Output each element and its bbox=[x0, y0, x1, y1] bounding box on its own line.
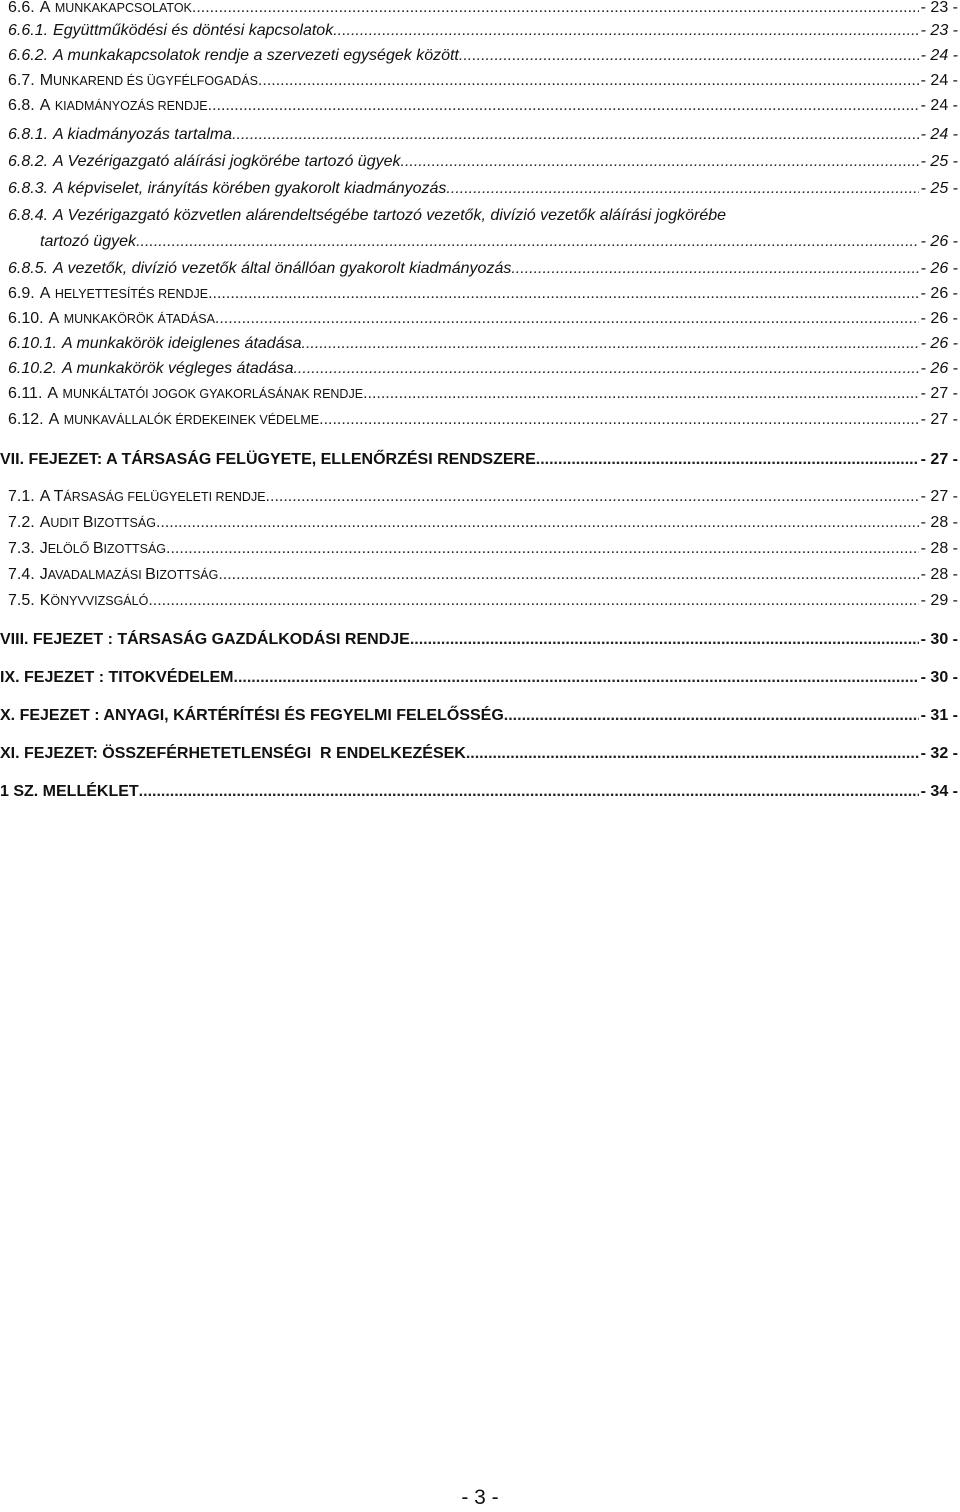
toc-entry[interactable] bbox=[8, 591, 958, 611]
toc-entry[interactable] bbox=[8, 46, 958, 66]
entry-title: A MUNKAKAPCSOLATOK bbox=[39, 0, 192, 16]
entry-title: A munkakörök ideiglenes átadása bbox=[61, 335, 302, 352]
chapter-title: VIII. FEJEZET : TÁRSASÁG GAZDÁLKODÁSI RENDJE bbox=[0, 631, 410, 648]
entry-title: JELÖLŐ BIZOTTSÁG bbox=[39, 540, 167, 557]
toc-entry-continuation[interactable] bbox=[40, 232, 958, 252]
entry-number: 7.1. bbox=[8, 488, 35, 505]
entry-title: AUDIT BIZOTTSÁG bbox=[39, 514, 156, 531]
entry-page: - 30 - bbox=[920, 669, 958, 686]
dot-leader bbox=[459, 46, 919, 66]
toc-entry[interactable] bbox=[8, 0, 958, 18]
entry-title: A Vezérigazgató aláírási jogkörébe tartozó ügyek bbox=[53, 153, 401, 170]
entry-number: 7.3. bbox=[8, 540, 35, 557]
entry-page: - 26 - bbox=[920, 360, 958, 377]
toc-entry[interactable] bbox=[8, 487, 958, 507]
entry-number: 7.2. bbox=[8, 514, 35, 531]
dot-leader bbox=[192, 0, 919, 18]
entry-title: A munkakapcsolatok rendje a szervezeti egységek között bbox=[53, 47, 459, 64]
entry-page: - 30 - bbox=[920, 631, 958, 648]
entry-page: - 28 - bbox=[920, 514, 958, 531]
dot-leader bbox=[446, 179, 918, 199]
entry-page: - 28 - bbox=[920, 540, 958, 557]
dot-leader bbox=[148, 591, 918, 611]
dot-leader bbox=[136, 232, 919, 252]
dot-leader bbox=[258, 71, 919, 91]
entry-number: 6.8.4. bbox=[8, 207, 49, 224]
entry-number: 6.6.1. bbox=[8, 22, 49, 39]
entry-number: 7.4. bbox=[8, 566, 35, 583]
dot-leader bbox=[139, 782, 919, 802]
entry-number: 6.8.3. bbox=[8, 180, 49, 197]
entry-page: - 31 - bbox=[920, 707, 958, 724]
toc-chapter-entry[interactable] bbox=[0, 630, 958, 650]
chapter-title: VII. FEJEZET: A TÁRSASÁG FELÜGYETE, ELLENŐRZÉSI RENDSZERE bbox=[0, 451, 536, 468]
dot-leader bbox=[466, 744, 919, 764]
entry-number: 6.11. bbox=[8, 385, 43, 402]
entry-number: 6.6. bbox=[8, 0, 35, 16]
entry-number: 6.9. bbox=[8, 285, 35, 302]
dot-leader bbox=[218, 565, 918, 585]
dot-leader bbox=[504, 706, 919, 726]
entry-number: 6.12. bbox=[8, 411, 44, 428]
chapter-title: IX. FEJEZET : TITOKVÉDELEM bbox=[0, 669, 234, 686]
dot-leader bbox=[536, 450, 919, 470]
entry-number: 6.8.1. bbox=[8, 126, 49, 143]
dot-leader bbox=[333, 21, 918, 41]
toc-entry[interactable] bbox=[8, 125, 958, 145]
toc-entry[interactable] bbox=[8, 96, 958, 116]
dot-leader bbox=[293, 359, 918, 379]
entry-page: - 28 - bbox=[920, 566, 958, 583]
entry-page: - 26 - bbox=[920, 233, 958, 250]
toc-entry[interactable] bbox=[8, 21, 958, 41]
dot-leader bbox=[208, 96, 919, 116]
dot-leader bbox=[215, 309, 919, 329]
entry-title: A MUNKAVÁLLALÓK ÉRDEKEINEK VÉDELME bbox=[48, 411, 320, 428]
toc-entry[interactable] bbox=[8, 513, 958, 533]
toc-entry[interactable] bbox=[8, 284, 958, 304]
entry-page: - 24 - bbox=[920, 72, 958, 89]
entry-title: A MUNKAKÖRÖK ÁTADÁSA bbox=[48, 310, 215, 327]
toc-entry[interactable] bbox=[8, 309, 958, 329]
entry-page: - 26 - bbox=[920, 260, 958, 277]
toc-entry[interactable] bbox=[8, 259, 958, 279]
entry-title: A KIADMÁNYOZÁS RENDJE bbox=[39, 97, 208, 114]
entry-number: 7.5. bbox=[8, 592, 35, 609]
dot-leader bbox=[511, 259, 918, 279]
toc-chapter-entry[interactable] bbox=[0, 450, 958, 470]
entry-page: - 24 - bbox=[920, 47, 958, 64]
toc-entry[interactable] bbox=[8, 565, 958, 585]
entry-title: A TÁRSASÁG FELÜGYELETI RENDJE bbox=[39, 488, 266, 505]
entry-page: - 26 - bbox=[920, 310, 958, 327]
toc-chapter-entry[interactable] bbox=[0, 744, 958, 764]
entry-number: 6.10. bbox=[8, 310, 44, 327]
dot-leader bbox=[401, 152, 919, 172]
entry-page: - 32 - bbox=[920, 745, 958, 762]
entry-number: 6.10.1. bbox=[8, 335, 57, 352]
entry-title-line2: tartozó ügyek bbox=[40, 233, 137, 250]
toc-entry[interactable] bbox=[8, 539, 958, 559]
entry-page: - 27 - bbox=[920, 411, 958, 428]
page-number: - 3 - bbox=[461, 1486, 499, 1509]
dot-leader bbox=[208, 284, 919, 304]
dot-leader bbox=[156, 513, 919, 533]
entry-page: - 25 - bbox=[920, 180, 958, 197]
toc-entry[interactable] bbox=[8, 359, 958, 379]
entry-title: KÖNYVVIZSGÁLÓ bbox=[39, 592, 149, 609]
dot-leader bbox=[410, 630, 919, 650]
toc-entry[interactable] bbox=[8, 152, 958, 172]
entry-title: A MUNKÁLTATÓI JOGOK GYAKORLÁSÁNAK RENDJE bbox=[47, 385, 364, 402]
entry-number: 6.8.5. bbox=[8, 260, 49, 277]
entry-title: A vezetők, divízió vezetők által önállóan gyakorolt kiadmányozás bbox=[53, 260, 512, 277]
dot-leader bbox=[234, 668, 919, 688]
toc-entry[interactable] bbox=[8, 71, 958, 91]
entry-page: - 34 - bbox=[920, 783, 958, 800]
entry-page: - 24 - bbox=[920, 97, 958, 114]
entry-page: - 29 - bbox=[920, 592, 958, 609]
entry-page: - 23 - bbox=[920, 22, 958, 39]
dot-leader bbox=[166, 539, 919, 559]
toc-chapter-entry[interactable] bbox=[0, 706, 958, 726]
entry-title: JAVADALMAZÁSI BIZOTTSÁG bbox=[39, 566, 219, 583]
entry-title: MUNKAREND ÉS ÜGYFÉLFOGADÁS bbox=[39, 72, 258, 89]
appendix-title: 1 SZ. MELLÉKLET bbox=[0, 783, 139, 800]
toc-entry[interactable] bbox=[8, 334, 958, 354]
entry-title: A munkakörök végleges átadása bbox=[61, 360, 294, 377]
toc-chapter-entry[interactable] bbox=[0, 782, 958, 802]
entry-page: - 23 - bbox=[920, 0, 958, 16]
toc-entry[interactable] bbox=[8, 206, 958, 226]
entry-page: - 27 - bbox=[920, 451, 958, 468]
entry-page: - 26 - bbox=[920, 285, 958, 302]
dot-leader bbox=[266, 487, 919, 507]
toc-entry[interactable] bbox=[8, 179, 958, 199]
entry-page: - 27 - bbox=[920, 488, 958, 505]
entry-page: - 26 - bbox=[920, 335, 958, 352]
chapter-title: X. FEJEZET : ANYAGI, KÁRTÉRÍTÉSI ÉS FEGYELMI FELELŐSSÉG bbox=[0, 707, 504, 724]
toc-entry[interactable] bbox=[8, 384, 958, 404]
entry-title: A HELYETTESÍTÉS RENDJE bbox=[39, 285, 209, 302]
dot-leader bbox=[232, 125, 919, 145]
dot-leader bbox=[302, 334, 919, 354]
entry-number: 6.7. bbox=[8, 72, 35, 89]
entry-number: 6.10.2. bbox=[8, 360, 57, 377]
toc-entry[interactable] bbox=[8, 410, 958, 430]
entry-page: - 25 - bbox=[920, 153, 958, 170]
entry-page: - 24 - bbox=[920, 126, 958, 143]
entry-title: A képviselet, irányítás körében gyakorolt kiadmányozás bbox=[53, 180, 447, 197]
entry-title-line1: A Vezérigazgató közvetlen alárendeltségébe tartozó vezetők, divízió vezetők aláírási jogkörébe bbox=[53, 207, 727, 224]
entry-number: 6.8. bbox=[8, 97, 35, 114]
toc-chapter-entry[interactable] bbox=[0, 668, 958, 688]
entry-title: A kiadmányozás tartalma bbox=[53, 126, 233, 143]
entry-title: Együttműködési és döntési kapcsolatok bbox=[53, 22, 334, 39]
dot-leader bbox=[319, 410, 919, 430]
entry-page: - 27 - bbox=[920, 385, 958, 402]
entry-number: 6.8.2. bbox=[8, 153, 49, 170]
dot-leader bbox=[363, 384, 919, 404]
chapter-title: XI. FEJEZET: ÖSSZEFÉRHETETLENSÉGI R ENDELKEZÉSEK bbox=[0, 745, 466, 762]
entry-number: 6.6.2. bbox=[8, 47, 49, 64]
